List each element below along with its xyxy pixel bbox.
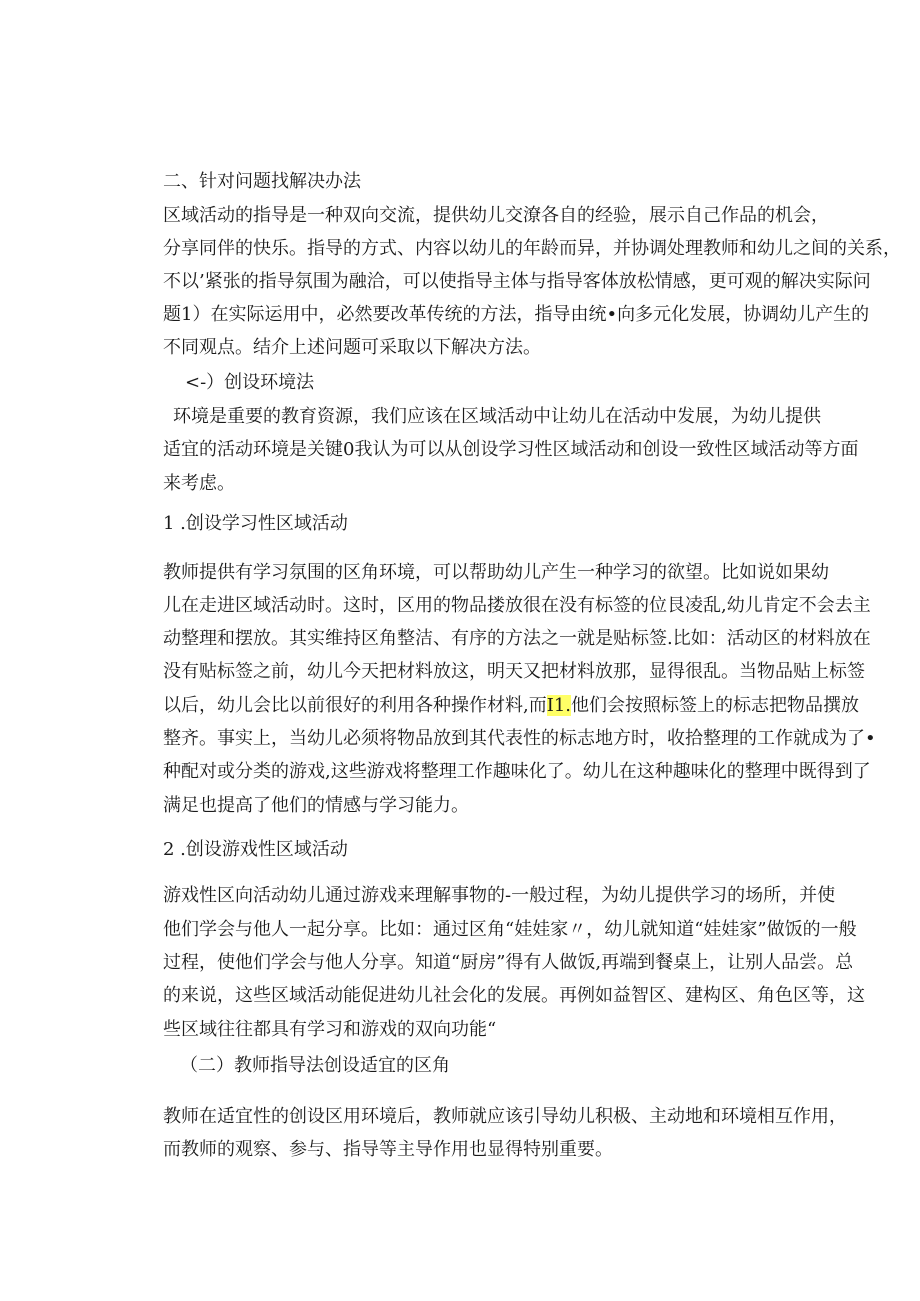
paragraph-line: 教师提供有学习氛围的区角环境，可以帮助幼儿产生一种学习的欲望。比如说如果幼	[163, 562, 829, 583]
paragraph-line: 教师在适宜性的创设区用环境后，教师就应该引导幼儿积极、主动地和环境相互作用，	[163, 1106, 847, 1127]
paragraph-line	[163, 694, 860, 718]
paragraph-line: 游戏性区向活动幼儿通过游戏来理解事物的-一般过程，为幼儿提供学习的场所，并使	[163, 885, 836, 906]
paragraph-line: 来考虑。	[163, 473, 235, 494]
paragraph-line: 适宜的活动环境是关键0我认为可以从创设学习性区域活动和创设一致性区域活动等方面	[163, 439, 859, 460]
paragraph-line: 动整理和摆放。其实维持区角整洁、有序的方法之一就是贴标签.比如：活动区的材料放在	[163, 628, 871, 649]
text-run: 以后，幼儿会比以前很好的利用各种操作材料,而	[163, 695, 547, 716]
subsection-title: （二）教师指导法创设适宜的区角	[180, 1055, 450, 1076]
item-title: 1 .创设学习性区域活动	[163, 513, 348, 534]
paragraph-line: 过程，使他们学会与他人分享。知道“厨房”得有人做饭,再端到餐桌上，让别人品尝。总	[163, 952, 854, 973]
highlighted-text: I1.	[546, 695, 572, 716]
paragraph-line: 不同观点。结介上述问题可采取以下解决方法。	[163, 337, 541, 358]
paragraph-line: 儿在走进区域活动时。这时，区用的物品搂放很在没有标签的位艮凌乱,幼儿肯定不会去主	[163, 595, 871, 616]
paragraph-line: 不以’紧张的指导氛围为融洽，可以使指导主体与指导客体放松情感，更可观的解决实际问	[163, 271, 871, 292]
paragraph-line: 整齐。事实上，当幼儿必须将物品放到其代表性的标志地方时，收拾整理的工作就成为了•	[163, 728, 876, 749]
paragraph-line: 他们学会与他人一起分享。比如：通过区角“娃娃家〃，幼儿就知道“娃娃家”做饭的一般	[163, 919, 857, 940]
paragraph-line: 环境是重要的教育资源，我们应该在区域活动中让幼儿在活动中发展，为幼儿提供	[173, 406, 821, 427]
paragraph-line: 没有贴标签之前，幼儿今天把材料放这，明天又把材料放那，显得很乱。当物品贴上标签	[163, 661, 865, 682]
paragraph-line: 分享同伴的快乐。指导的方式、内容以幼儿的年龄而异，并协调处理教师和幼儿之间的关系，	[163, 238, 901, 259]
paragraph-line: 区域活动的指导是一种双向交流，提供幼儿交潦各自的经验，展示自己作品的机会，	[163, 205, 829, 226]
paragraph-line: 满足也提高了他们的情感与学习能力。	[163, 795, 469, 816]
paragraph-line: 些区域往往都具有学习和游戏的双向功能“	[163, 1019, 497, 1040]
subsection-title: <-）创设环境法	[185, 372, 315, 393]
paragraph-line: 题1）在实际运用中，必然要改革传统的方法，指导由统•向多元化发展，协调幼儿产生的	[163, 304, 870, 325]
paragraph-line: 的来说，这些区域活动能促进幼儿社会化的发展。再例如益智区、建构区、角色区等，这	[163, 985, 865, 1006]
item-title: 2 .创设游戏性区域活动	[163, 839, 348, 860]
text-run: 他们会按照标签上的标志把物品撰放	[571, 695, 860, 716]
paragraph-line: 种配对或分类的游戏,这些游戏将整理工作趣味化了。幼儿在这种趣味化的整理中既得到了	[163, 761, 871, 782]
paragraph-line: 而教师的观察、参与、指导等主导作用也显得特别重要。	[163, 1139, 613, 1160]
section-title: 二、针对问题找解决办法	[163, 171, 361, 192]
